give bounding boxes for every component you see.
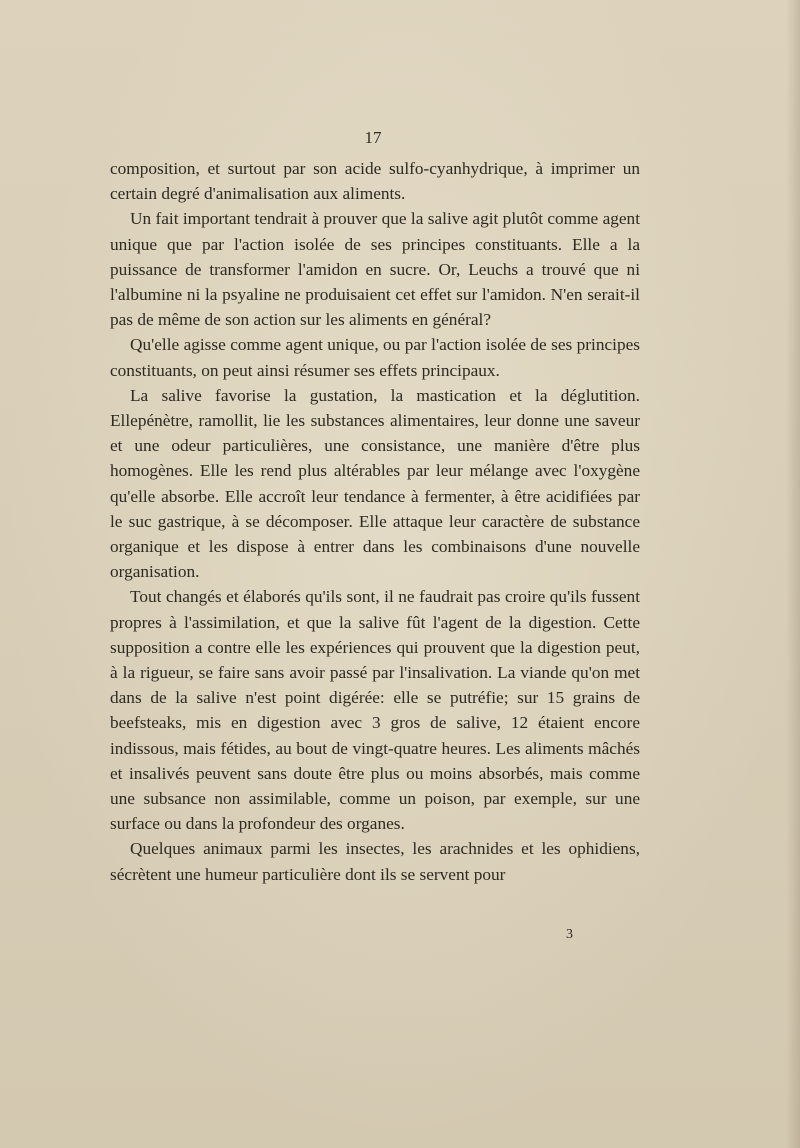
body-text [110,156,640,887]
paragraph: composition, et surtout par son acide sulfo-cyanhydrique, à imprimer un certain degré d'animalisation aux aliments. [110,159,640,204]
paragraph: La salive favorise la gustation, la mastication et la déglutition. Ellepénètre, ramollit, lie les substances alimentaires, leur donne une saveur et une odeur particulières, une consistance, une manière d'être plus homogènes. Elle les rend plus altérables par leur mélange avec l'oxygène qu'elle absorbe. Elle accroît leur tendance à fermenter, à être acidifiées par le suc gastrique, à se décomposer. Elle attaque leur caractère de substance organique et les dispose à entrer dans les combinaisons d'une nouvelle organisation. [110,385,640,582]
page-number: 17 [364,128,382,147]
paragraph: Un fait important tendrait à prouver que la salive agit plutôt comme agent unique que par l'action isolée de ses principes constituants. Elle a la puissance de transformer l'amidon en sucre. Or, Leuchs a trouvé que ni l'albumine ni la psyaline ne produisaient cet effet sur l'amidon. N'en serait-il pas de même de son action sur les aliments en général? [110,209,640,330]
paragraph: Qu'elle agisse comme agent unique, ou par l'action isolée de ses principes constituants, on peut ainsi résumer ses effets principaux. [110,335,640,380]
page-edge-shadow [786,0,800,1148]
paragraph: Quelques animaux parmi les insectes, les arachnides et les ophidiens, sécrètent une humeur particulière dont ils se servent pour [110,839,640,884]
paragraph: Tout changés et élaborés qu'ils sont, il ne faudrait pas croire qu'ils fussent propres à l'assimilation, et que la salive fût l'agent de la digestion. Cette supposition a contre elle les expériences qui prouvent que la digestion peut, à la rigueur, se faire sans avoir passé par l'insalivation. La viande qu'on met dans de la salive n'est point digérée: elle se putréfie; sur 15 grains de beefsteaks, mis en digestion avec 3 gros de salive, 12 étaient encore indissous, mais fétides, au bout de vingt-quatre heures. Les aliments mâchés et insalivés peuvent sans doute être plus ou moins absorbés, mais comme une subsance non assimilable, comme un poison, par exemple, sur une surface ou dans la profondeur des organes. [110,587,640,834]
signature-mark: 3 [566,927,573,942]
